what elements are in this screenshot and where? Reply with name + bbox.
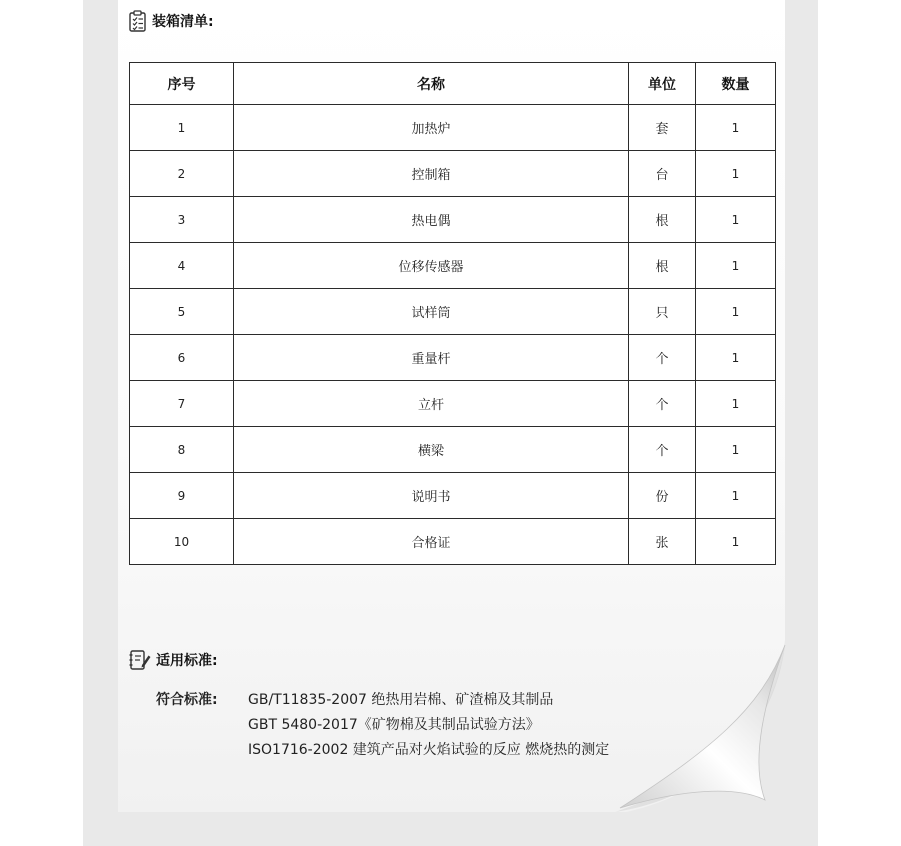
row-name: 加热炉 <box>234 105 629 151</box>
table-header-row <box>130 63 776 105</box>
table-row <box>130 427 776 473</box>
standards-label: 符合标准: <box>156 692 218 708</box>
row-no: 3 <box>130 197 234 243</box>
packing-list-heading <box>128 10 214 32</box>
row-unit: 个 <box>629 335 696 381</box>
row-unit: 张 <box>629 519 696 565</box>
row-name: 热电偶 <box>234 197 629 243</box>
row-qty: 1 <box>696 335 776 381</box>
table-row <box>130 519 776 565</box>
packing-list-title: 装箱清单: <box>152 14 214 30</box>
table-row <box>130 151 776 197</box>
table-row <box>130 197 776 243</box>
row-no: 8 <box>130 427 234 473</box>
table-row <box>130 105 776 151</box>
standard-item: GB/T11835-2007 绝热用岩棉、矿渣棉及其制品 <box>248 692 554 708</box>
header-qty: 数量 <box>696 63 776 105</box>
table-row <box>130 243 776 289</box>
row-no: 7 <box>130 381 234 427</box>
row-name: 说明书 <box>234 473 629 519</box>
row-qty: 1 <box>696 519 776 565</box>
row-name: 位移传感器 <box>234 243 629 289</box>
row-unit: 只 <box>629 289 696 335</box>
header-unit: 单位 <box>629 63 696 105</box>
row-unit: 根 <box>629 243 696 289</box>
row-name: 控制箱 <box>234 151 629 197</box>
standards-heading <box>128 648 218 672</box>
row-name: 试样筒 <box>234 289 629 335</box>
row-no: 1 <box>130 105 234 151</box>
row-qty: 1 <box>696 381 776 427</box>
row-unit: 根 <box>629 197 696 243</box>
notebook-pen-icon <box>128 648 152 672</box>
checklist-icon <box>128 10 148 32</box>
row-name: 重量杆 <box>234 335 629 381</box>
standards-title: 适用标准: <box>156 653 218 669</box>
row-qty: 1 <box>696 473 776 519</box>
row-name: 合格证 <box>234 519 629 565</box>
row-no: 10 <box>130 519 234 565</box>
header-name: 名称 <box>234 63 629 105</box>
header-no: 序号 <box>130 63 234 105</box>
table-row <box>130 335 776 381</box>
table-row <box>130 381 776 427</box>
row-qty: 1 <box>696 105 776 151</box>
page-curl-decoration <box>560 640 790 815</box>
row-unit: 个 <box>629 427 696 473</box>
row-qty: 1 <box>696 427 776 473</box>
row-unit: 套 <box>629 105 696 151</box>
row-qty: 1 <box>696 151 776 197</box>
row-no: 6 <box>130 335 234 381</box>
row-qty: 1 <box>696 289 776 335</box>
standard-item: ISO1716-2002 建筑产品对火焰试验的反应 燃烧热的测定 <box>248 742 610 758</box>
row-unit: 份 <box>629 473 696 519</box>
standard-item: GBT 5480-2017《矿物棉及其制品试验方法》 <box>248 717 540 733</box>
row-unit: 台 <box>629 151 696 197</box>
packing-list-table <box>129 62 776 565</box>
row-no: 9 <box>130 473 234 519</box>
row-qty: 1 <box>696 243 776 289</box>
row-qty: 1 <box>696 197 776 243</box>
row-unit: 个 <box>629 381 696 427</box>
row-name: 横梁 <box>234 427 629 473</box>
row-name: 立杆 <box>234 381 629 427</box>
row-no: 4 <box>130 243 234 289</box>
table-row <box>130 289 776 335</box>
row-no: 5 <box>130 289 234 335</box>
row-no: 2 <box>130 151 234 197</box>
table-row <box>130 473 776 519</box>
